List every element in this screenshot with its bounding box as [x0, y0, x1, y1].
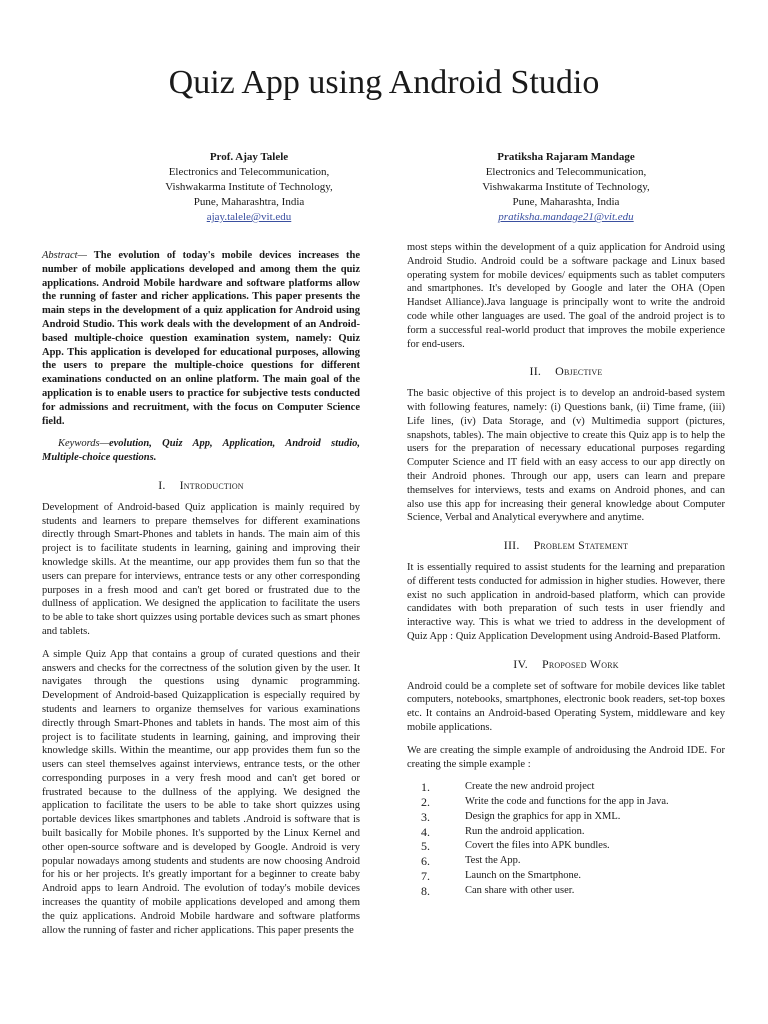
paper-title: Quiz App using Android Studio	[168, 64, 600, 101]
list-text: Covert the files into APK bundles.	[465, 840, 610, 852]
left-column	[42, 249, 360, 946]
list-item	[407, 795, 725, 810]
author-institute: Vishwakarma Institute of Technology,	[165, 181, 333, 193]
list-text: Create the new android project	[465, 781, 595, 793]
section-title: Proposed Work	[541, 656, 619, 671]
list-text: Test the App.	[465, 855, 521, 867]
list-number: 1.	[421, 780, 430, 795]
list-item	[407, 854, 725, 869]
section-heading-objective	[407, 365, 725, 379]
author-location: Pune, Maharashtra, India	[193, 196, 305, 208]
section-number: I.	[158, 477, 166, 492]
section-number: III.	[503, 538, 520, 553]
list-item	[407, 780, 725, 795]
section-number: IV.	[513, 656, 528, 671]
list-item	[407, 869, 725, 884]
paragraph: A simple Quiz App that contains a group of curated questions and their answers and checks for the correctness of the solution given by the user. It navigates through the questions using dynamic programming. Development of Android-based Quizapplication is especially required by students and learners to organize themselves for various examinations directly through Smart-Phones and tablets in hands. The most aim of this project is to facilitate students in learning, gaining, and improving their knowledge skills. Within the meantime, our app provides them fun so the users can steel themselves against interviews, entrance tests, or the other corresponding purposes in a very fresh mood and can't get bored or frustrated because to the dullness of the applying. We designed the application to facilitate the users to be able to take short quizzes using portable devices likes smartphones and tablets .Android is software that is built basically for Mobile phones. It's supported by the Linux Kernel and other open-source software and is developed by Google. Android is very popular nowadays among students and students are now choosing Android for his or her projects. It's greatly important for a beginner to create baby Android apps to learn Android. The evolution of today's mobile devices increases the quantity of mobile applications developed and among them the quiz applications. Android Mobile hardware and software platforms allow the running of faster and richer applications. This paper presents the	[42, 648, 360, 936]
paragraph: most steps within the development of a quiz application for Android using Android Studio. Android could be a software package and Linux based operating system for mobile devices/ equipments such as tablet computers and smartphones. It's developed by Google and later the OHA (Open Handset Alliance).Java language is principally wont to write the android code while other languages are used. The goal of the android project is to form a successful real-world product that improves the mobile experience for end-users.	[407, 242, 725, 350]
list-number: 3.	[421, 809, 430, 824]
right-column	[407, 241, 725, 899]
list-text: Launch on the Smartphone.	[465, 870, 582, 882]
steps-list	[407, 780, 725, 898]
paragraph: It is essentially required to assist students for the learning and preparation of different tests conducted for admission in higher studies. However, there exist no such application in android-based platform, which can provide candidates with both preparation of such tests in user friendly and interactive way. This is what we tried to address in the development of Quiz App : Quiz Application Development using Android-Based Platform.	[407, 561, 725, 642]
list-item	[407, 825, 725, 840]
list-text: Can share with other user.	[465, 884, 575, 896]
list-number: 4.	[421, 824, 430, 839]
section-title: Introduction	[179, 477, 244, 492]
paragraph: Android could be a complete set of software for mobile devices like tablet computers, notebooks, smartphones, electronic book readers, set-top boxes etc. It contains an Android-based Operating System, middleware and key mobile applications.	[407, 680, 725, 733]
list-text: Run the android application.	[465, 825, 585, 837]
list-text: Write the code and functions for the app in Java.	[465, 796, 669, 808]
section-title: Objective	[555, 364, 603, 379]
list-number: 8.	[421, 883, 430, 898]
author-dept: Electronics and Telecommunication,	[168, 166, 330, 178]
author-dept: Electronics and Telecommunication,	[485, 166, 647, 178]
author-institute: Vishwakarma Institute of Technology,	[482, 181, 650, 193]
paragraph: The basic objective of this project is to develop an android-based system with following features, namely: (i) Questions bank, (ii) Time frame, (iii) Life lines, (iv) Data Storage, and (v) Multimedia support (pictures, snapshots, tables). The main objective to create this Quiz app is to help the users for the preparation of necessary educational purposes regarding Computer Science and IT field with an easy access to our app directly on their Android phones. Through our app, users can learn and prepare themselves for interviews, tests and exams on Android phones, and can also use this app for increasing their general knowledge about Computer Science, Verbal and Analytical everywhere and anytime.	[407, 388, 725, 524]
abstract	[42, 249, 360, 428]
section-title: Problem Statement	[533, 538, 629, 553]
keywords-lead: Keywords—	[58, 438, 109, 450]
list-text: Design the graphics for app in XML.	[465, 810, 621, 822]
author-name: Prof. Ajay Talele	[209, 151, 289, 163]
list-item	[407, 839, 725, 854]
list-number: 5.	[421, 839, 430, 854]
section-heading-proposed-work	[407, 658, 725, 672]
list-number: 6.	[421, 854, 430, 869]
list-number: 2.	[421, 795, 430, 810]
author-email-link[interactable]: ajay.talele@vit.edu	[206, 211, 292, 223]
author-block-2	[436, 150, 696, 225]
section-heading-problem-statement	[407, 539, 725, 553]
paragraph: We are creating the simple example of androidusing the Android IDE. For creating the simple example :	[407, 744, 725, 770]
list-item	[407, 810, 725, 825]
list-number: 7.	[421, 869, 430, 884]
paragraph: Development of Android-based Quiz application is mainly required by students and learners to prepare themselves for different examinations directly through Smart-Phones and tablets in hands. The main aim of this project is to facilitate students in learning, gaining and improving their knowledge skills. At the meantime, our app provides them fun so that the users can prepare for interviews, entrance tests or any other corresponding purposes in a fresh mood and can't get bored or frustrated due to the dullness of application. We designed the application to facilitate the users to be able to take short quizzes using portable devices such as smart phones and tablets.	[42, 501, 360, 637]
section-heading-introduction	[42, 479, 360, 493]
author-email-link[interactable]: pratiksha.mandage21@vit.edu	[498, 211, 634, 223]
section-number: II.	[529, 364, 542, 379]
author-location: Pune, Maharashta, India	[512, 196, 620, 208]
abstract-lead: Abstract—	[42, 250, 87, 261]
list-item	[407, 884, 725, 899]
abstract-text: The evolution of today's mobile devices increases the number of mobile applications developed and among them the quiz applications. Android Mobile hardware and software platforms allow the running of faster and richer applications. This paper presents the main steps in the development of a quiz application for Android using Android Studio. This work deals with the development of an Android-based multiple-choice question examination system, namely: Quiz App. This application is developed for educational purposes, allowing the users to prepare the multiple-choice questions for different examinations conducted on an online platform. The main goal of the application is to enable users to practice for subjective tests conducted for admissions and recruitment, with the focus on Computer Science field.	[42, 250, 360, 427]
author-name: Pratiksha Rajaram Mandage	[497, 151, 635, 163]
author-block-1	[119, 150, 379, 225]
keywords	[42, 437, 360, 465]
keywords-text: evolution, Quiz App, Application, Android studio, Multiple-choice questions.	[42, 438, 360, 464]
